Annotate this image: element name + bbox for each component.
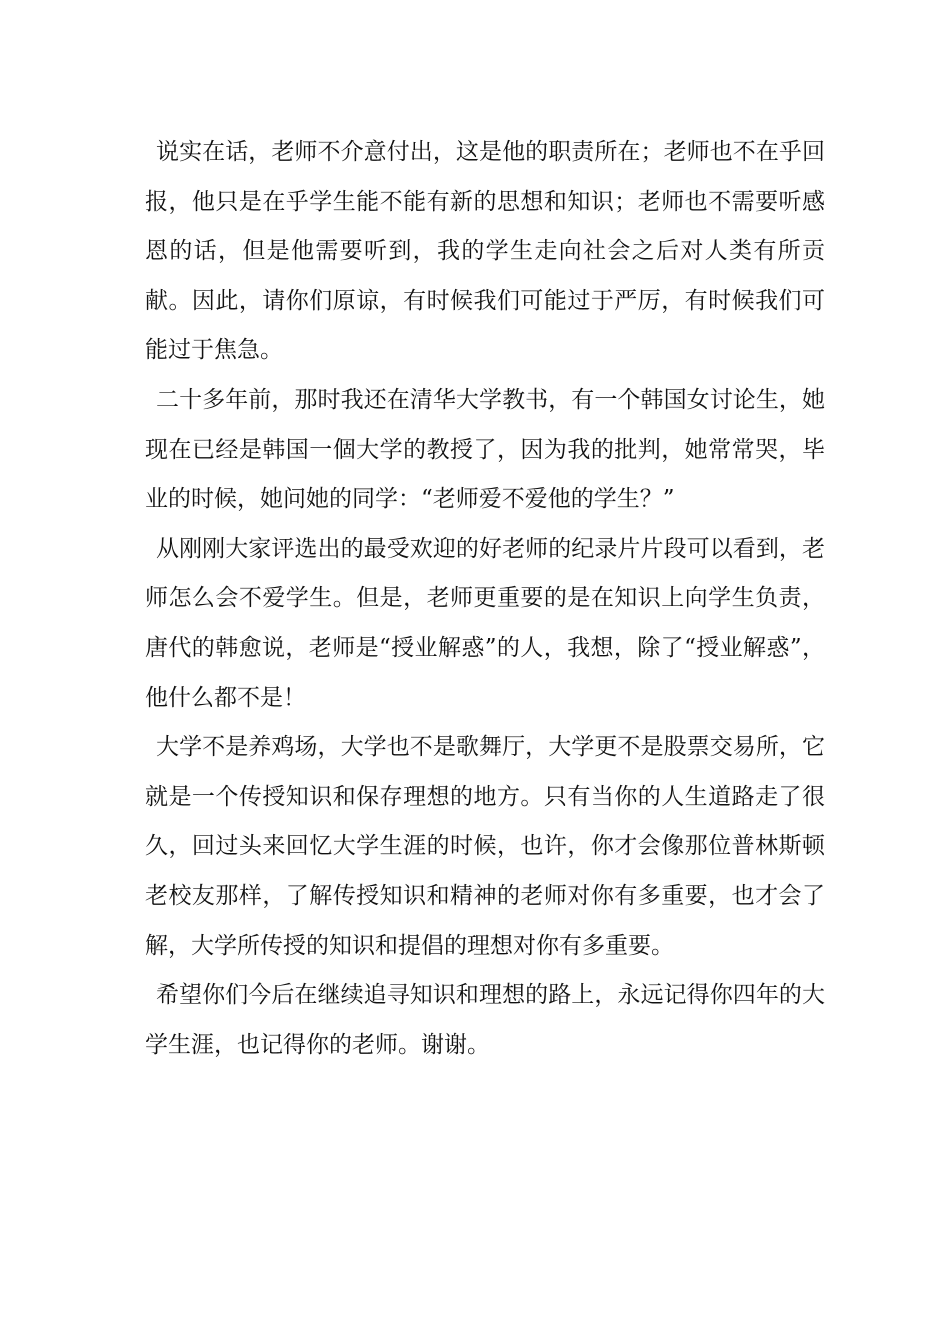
paragraph-4: 大学不是养鸡场，大学也不是歌舞厅，大学更不是股票交易所，它就是一个传授知识和保存理想的地方。只有当你的人生道路走了很久，回过头来回忆大学生涯的时候，也许，你才会像那位普林斯顿老校友那样，了解传授知识和精神的老师对你有多重要，也才会了解，大学所传授的知识和提倡的理想对你有多重要。 <box>145 734 825 959</box>
document-body <box>145 128 825 1070</box>
paragraph-1: 说实在话，老师不介意付出，这是他的职责所在；老师也不在乎回报，他只是在乎学生能不能有新的思想和知识；老师也不需要听感恩的话，但是他需要听到，我的学生走向社会之后对人类有所贡献。因此，请你们原谅，有时候我们可能过于严厉，有时候我们可能过于焦急。 <box>145 139 825 364</box>
paragraph-2: 二十多年前，那时我还在清华大学教书，有一个韩国女讨论生，她现在已经是韩国一個大学的教授了，因为我的批判，她常常哭，毕业的时候，她问她的同学：“老师爱不爱他的学生？” <box>145 386 825 513</box>
paragraph-3: 从刚刚大家评选出的最受欢迎的好老师的纪录片片段可以看到，老师怎么会不爱学生。但是，老师更重要的是在知识上向学生负责，唐代的韩愈说，老师是“授业解惑”的人，我想，除了“授业解惑”，他什么都不是！ <box>145 535 825 711</box>
paragraph-5: 希望你们今后在继续追寻知识和理想的路上，永远记得你四年的大学生涯，也记得你的老师。谢谢。 <box>145 982 825 1058</box>
